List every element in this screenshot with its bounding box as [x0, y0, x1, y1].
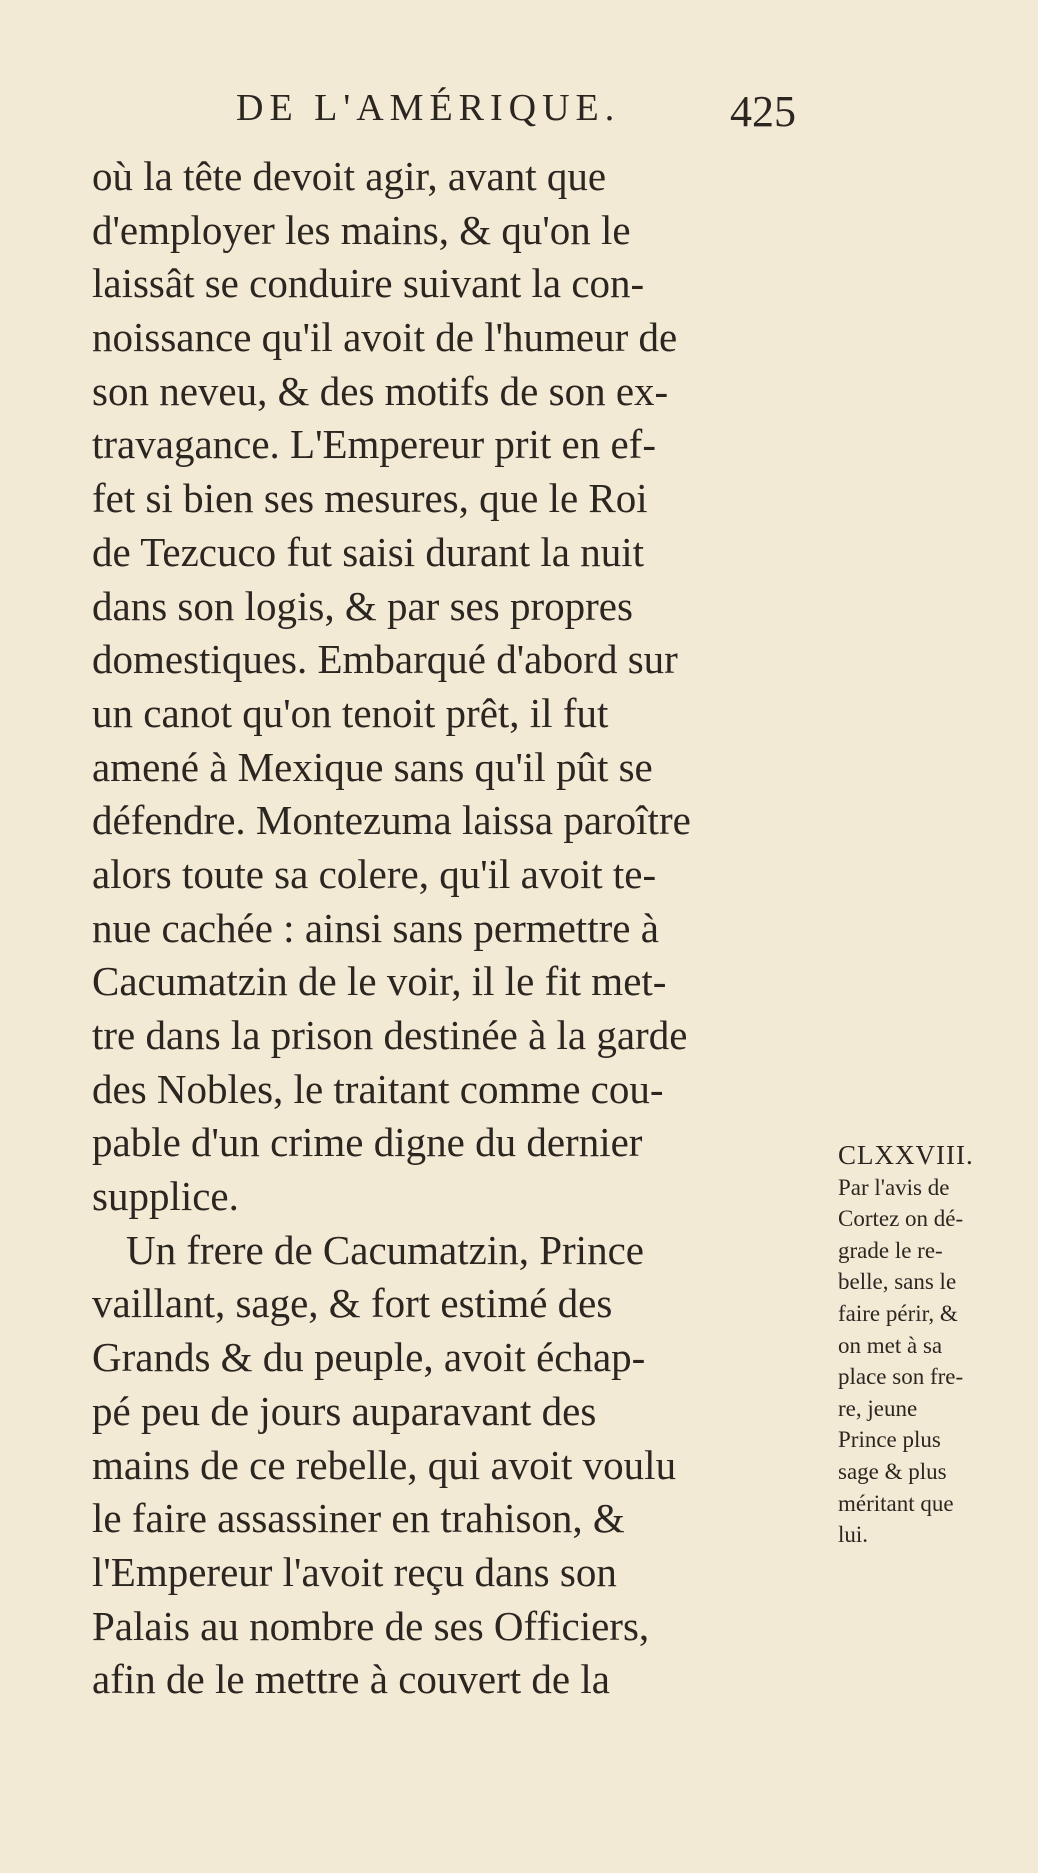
margin-note-line: re, jeune	[838, 1395, 918, 1421]
text-line: l'Empereur l'avoit reçu dans son	[92, 1548, 617, 1595]
text-line: fet si bien ses mesures, que le Roi	[92, 475, 648, 522]
text-line: Palais au nombre de ses Officiers,	[92, 1602, 650, 1649]
margin-note-line: place son fre-	[838, 1364, 964, 1390]
text-line: d'employer les mains, & qu'on le	[92, 206, 631, 253]
margin-note-line: lui.	[838, 1522, 869, 1548]
text-line: alors toute sa colere, qu'il avoit te-	[92, 850, 657, 897]
text-line: dans son logis, & par ses propres	[92, 582, 633, 629]
text-line: défendre. Montezuma laissa paroître	[92, 797, 691, 844]
text-line: pé peu de jours auparavant des	[92, 1387, 597, 1434]
text-line: mains de ce rebelle, qui avoit voulu	[92, 1441, 677, 1488]
margin-note-line: belle, sans le	[838, 1269, 957, 1295]
text-line: noissance qu'il avoit de l'humeur de	[92, 314, 678, 361]
running-head: DE L'AMÉRIQUE.	[236, 87, 621, 129]
margin-note-line: faire périr, &	[838, 1300, 958, 1326]
page-header	[0, 86, 1038, 146]
text-line: des Nobles, le traitant comme cou-	[92, 1065, 664, 1112]
text-line: laissât se conduire suivant la con-	[92, 260, 645, 307]
margin-note-line: Cortez on dé-	[838, 1206, 964, 1232]
text-line: un canot qu'on tenoit prêt, il fut	[92, 689, 609, 736]
text-line: le faire assassiner en trahison, &	[92, 1495, 625, 1542]
text-line: nue cachée : ainsi sans permettre à	[92, 904, 659, 951]
text-line: Grands & du peuple, avoit échap-	[92, 1334, 646, 1381]
margin-note-line: grade le re-	[838, 1237, 943, 1263]
text-line: supplice.	[92, 1173, 239, 1220]
text-line: tre dans la prison destinée à la garde	[92, 1012, 688, 1058]
margin-note-line: on met à sa	[838, 1332, 943, 1358]
margin-note-line: méritant que	[838, 1490, 954, 1516]
text-line: afin de le mettre à couvert de la	[92, 1656, 610, 1703]
text-line: domestiques. Embarqué d'abord sur	[92, 636, 678, 683]
text-line: pable d'un crime digne du dernier	[92, 1119, 643, 1166]
page-number: 425	[730, 87, 796, 136]
text-line: son neveu, & des motifs de son ex-	[92, 367, 669, 414]
margin-note-line: Par l'avis de	[838, 1174, 950, 1200]
margin-note-line: sage & plus	[838, 1458, 947, 1484]
text-line-paragraph-start: Un frere de Cacumatzin, Prince	[126, 1226, 644, 1273]
text-line: vaillant, sage, & fort estimé des	[92, 1280, 613, 1327]
margin-note-heading: CLXXVIII.	[838, 1140, 974, 1170]
text-line: où la tête devoit agir, avant que	[92, 153, 607, 199]
text-line: amené à Mexique sans qu'il pût se	[92, 743, 653, 790]
margin-note	[838, 1140, 1010, 1551]
text-line: de Tezcuco fut saisi durant la nuit	[92, 528, 644, 575]
text-line: Cacumatzin de le voir, il le fit met-	[92, 958, 667, 1005]
text-line: travagance. L'Empereur prit en ef-	[92, 421, 656, 468]
margin-note-line: Prince plus	[838, 1427, 941, 1453]
